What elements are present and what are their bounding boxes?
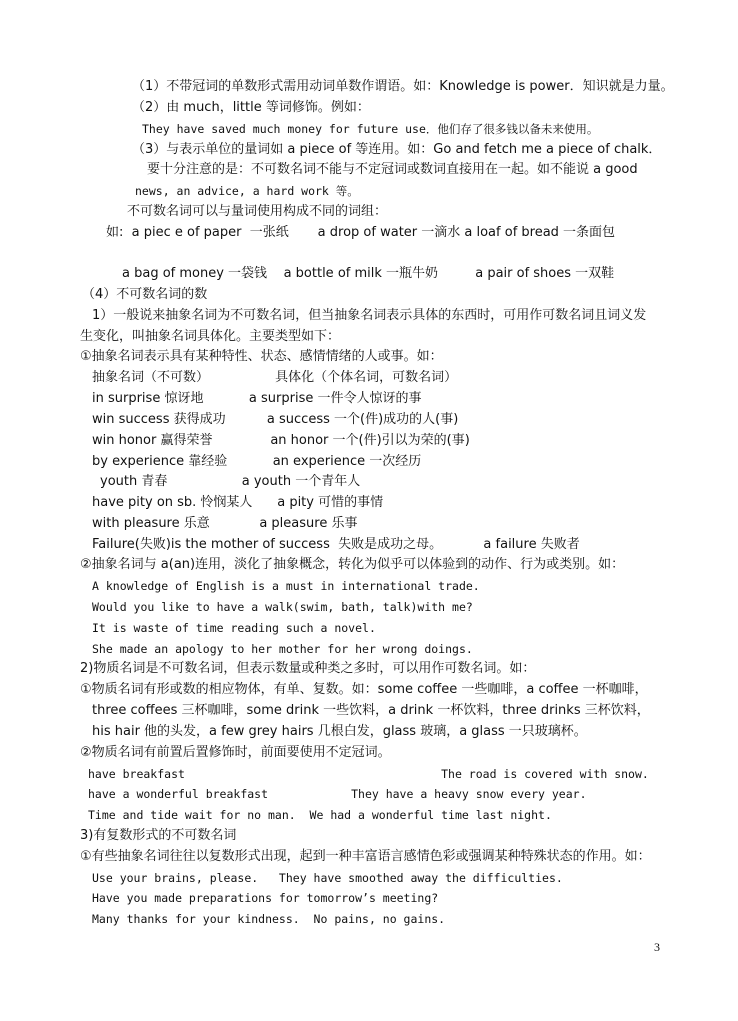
section-heading: 3)有复数形式的不可数名词 bbox=[80, 828, 237, 843]
example-sentence: She made an apology to her mother for her wrong doings. bbox=[92, 642, 473, 656]
example-sentence: It is waste of time reading such a novel. bbox=[92, 621, 376, 635]
table-row: by experience 靠经验 an experience 一次经历 bbox=[92, 454, 422, 469]
text-line: （3）与表示单位的量词如 a piece of 等连用。如：Go and fetch me a piece of chalk． bbox=[132, 142, 662, 157]
table-row: have pity on sb. 怜悯某人 a pity 可惜的事情 bbox=[92, 495, 384, 510]
example-sentence: Many thanks for your kindness. No pains, no gains. bbox=[92, 912, 446, 926]
table-row: with pleasure 乐意 a pleasure 乐事 bbox=[92, 516, 358, 531]
example-sentence: have a wonderful breakfast They have a heavy snow every year. bbox=[88, 787, 587, 801]
example-sentence: A knowledge of English is a must in international trade. bbox=[92, 579, 480, 593]
text-line: three coffees 三杯咖啡，some drink 一些饮料，a drink 一杯饮料，three drinks 三杯饮料， bbox=[92, 703, 650, 718]
text-line: 要十分注意的是：不可数名词不能与不定冠词或数词直接用在一起。如不能说 a good bbox=[147, 162, 638, 177]
example-sentence: Have you made preparations for tomorrow’s meeting? bbox=[92, 891, 439, 905]
text-line: ②物质名词有前置后置修饰时，前面要使用不定冠词。 bbox=[80, 745, 391, 760]
text-line: news, an advice, a hard work 等。 bbox=[135, 184, 359, 198]
page-number: 3 bbox=[654, 940, 660, 954]
example-sentence: Use your brains, please. They have smoothed away the difficulties. bbox=[92, 871, 563, 885]
text-line: 生变化，叫抽象名词具体化。主要类型如下： bbox=[80, 329, 341, 344]
text-line: a bag of money 一袋钱 a bottle of milk 一瓶牛奶 a pair of shoes 一双鞋 bbox=[122, 266, 615, 281]
text-line: ①抽象名词表示具有某种特性、状态、感情情绪的人或事。如： bbox=[80, 349, 443, 364]
table-row: win success 获得成功 a success 一个(件)成功的人(事) bbox=[92, 412, 459, 427]
text-line: ①物质名词有形或数的相应物体，有单、复数。如：some coffee 一些咖啡，a coffee 一杯咖啡， bbox=[80, 682, 648, 697]
table-row: youth 青春 a youth 一个青年人 bbox=[100, 474, 361, 489]
table-row: Failure(失败)is the mother of success 失败是成功之母。 a failure 失败者 bbox=[92, 537, 580, 552]
example-sentence: have breakfast The road is covered with snow. bbox=[88, 767, 649, 781]
table-row: win honor 赢得荣誉 an honor 一个(件)引以为荣的(事) bbox=[92, 433, 470, 448]
table-header: 抽象名词（不可数） 具体化（个体名词，可数名词） bbox=[92, 370, 458, 385]
section-heading: （4）不可数名词的数 bbox=[82, 287, 208, 302]
section-heading: 2)物质名词是不可数名词，但表示数量或种类之多时，可以用作可数名词。如： bbox=[80, 661, 536, 676]
text-line: 1）一般说来抽象名词为不可数名词，但当抽象名词表示具体的东西时，可用作可数名词且词义发 bbox=[92, 308, 647, 323]
text-line: 如: a piec e of paper 一张纸 a drop of water 一滴水 a loaf of bread 一条面包 bbox=[106, 225, 616, 240]
example-sentence: Would you like to have a walk(swim, bath, talk)with me? bbox=[92, 600, 473, 614]
text-line: 不可数名词可以与量词使用构成不同的词组： bbox=[127, 204, 388, 219]
table-row: in surprise 惊讶地 a surprise 一件令人惊讶的事 bbox=[92, 391, 422, 406]
text-line: （1）不带冠词的单数形式需用动词单数作谓语。如：Knowledge is power．知识就是力量。 bbox=[132, 79, 674, 94]
example-sentence: Time and tide wait for no man. We had a wonderful time last night. bbox=[88, 808, 552, 822]
text-line: ②抽象名词与 a(an)连用，淡化了抽象概念，转化为似乎可以体验到的动作、行为或类别。如： bbox=[80, 557, 625, 572]
text-line: ①有些抽象名词往往以复数形式出现，起到一种丰富语言感情色彩或强调某种特殊状态的作用。如： bbox=[80, 849, 651, 864]
text-line: his hair 他的头发，a few grey hairs 几根白发，glass 玻璃，a glass 一只玻璃杯。 bbox=[92, 724, 587, 739]
text-line: （2）由 much，little 等词修饰。例如： bbox=[132, 100, 370, 115]
text-line: They have saved much money for future use．他们存了很多钱以备未来使用。 bbox=[142, 122, 599, 136]
